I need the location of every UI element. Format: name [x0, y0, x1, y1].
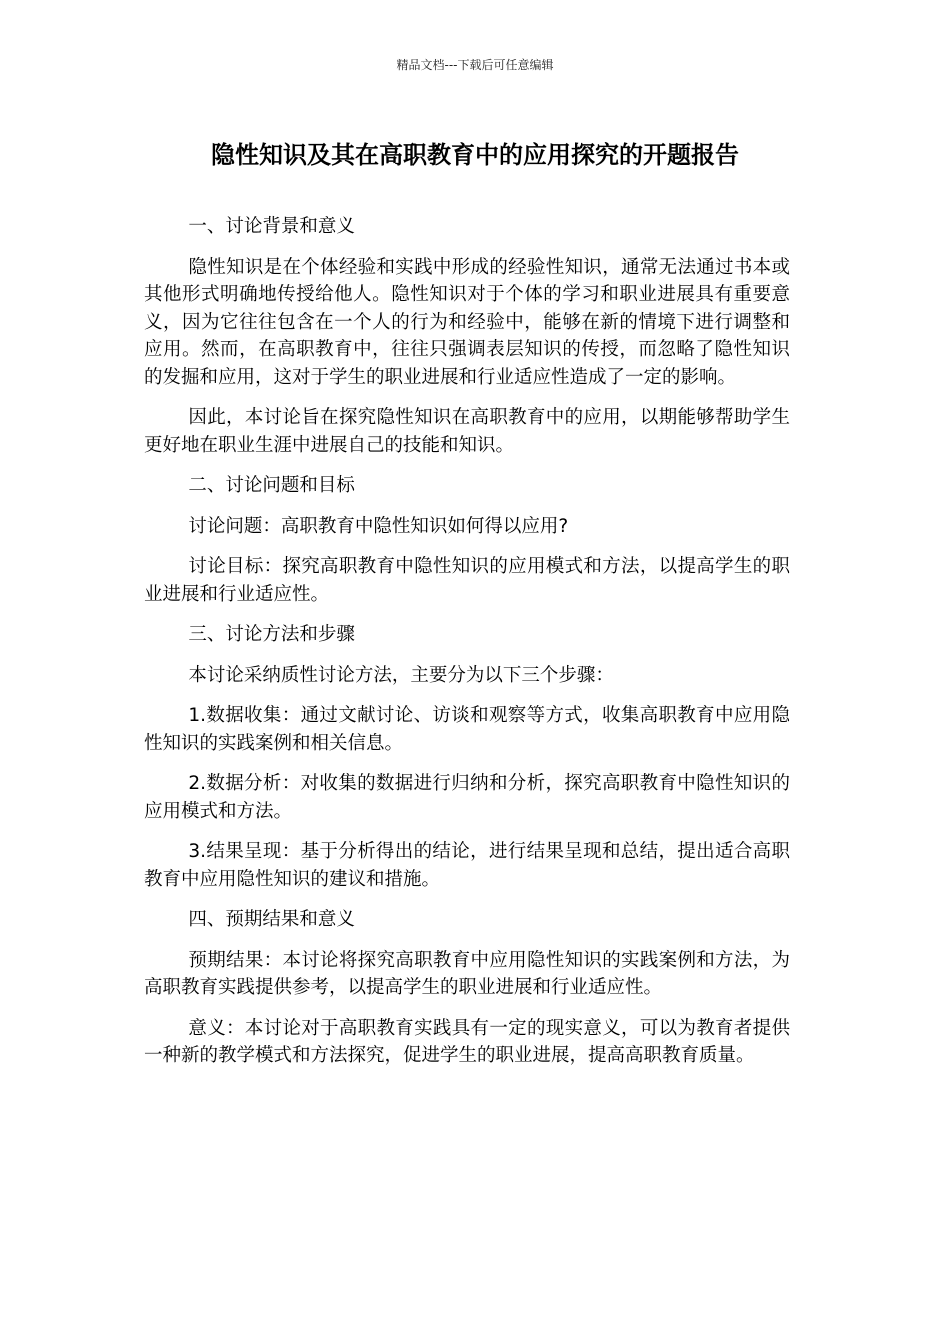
- paragraph-significance: 意义：本讨论对于高职教育实践具有一定的现实意义，可以为教育者提供一种新的教学模式和方法探究，促进学生的职业进展，提高高职教育质量。: [144, 1017, 790, 1066]
- section-heading-methods: 三、讨论方法和步骤: [188, 624, 355, 645]
- section-heading-expected-results: 四、预期结果和意义: [188, 909, 355, 930]
- paragraph-method-intro: 本讨论采纳质性讨论方法，主要分为以下三个步骤：: [188, 664, 614, 686]
- paragraph-research-goal: 讨论目标：探究高职教育中隐性知识的应用模式和方法，以提高学生的职业进展和行业适应性。: [144, 556, 790, 605]
- paragraph-step-data-analysis: 2.数据分析：对收集的数据进行归纳和分析，探究高职教育中隐性知识的应用模式和方法。: [144, 773, 790, 822]
- paragraph-purpose: 因此，本讨论旨在探究隐性知识在高职教育中的应用，以期能够帮助学生更好地在职业生涯中进展自己的技能和知识。: [144, 407, 790, 456]
- paragraph-research-question: 讨论问题：高职教育中隐性知识如何得以应用?: [188, 515, 569, 537]
- paragraph-step-data-collection: 1.数据收集：通过文献讨论、访谈和观察等方式，收集高职教育中应用隐性知识的实践案例和相关信息。: [144, 705, 790, 754]
- paragraph-background: 隐性知识是在个体经验和实践中形成的经验性知识，通常无法通过书本或其他形式明确地传授给他人。隐性知识对于个体的学习和职业进展具有重要意义，因为它往往包含在一个人的行为和经验中，能够在新的情境下进行调整和应用。然而，在高职教育中，往往只强调表层知识的传授，而忽略了隐性知识的发掘和应用，这对于学生的职业进展和行业适应性造成了一定的影响。: [144, 256, 790, 388]
- paragraph-step-results: 3.结果呈现：基于分析得出的结论，进行结果呈现和总结，提出适合高职教育中应用隐性知识的建议和措施。: [144, 841, 790, 890]
- document-body: [144, 213, 790, 1083]
- section-heading-questions: 二、讨论问题和目标: [188, 475, 355, 496]
- document-title: 隐性知识及其在高职教育中的应用探究的开题报告: [211, 141, 739, 169]
- page-header-note: 精品文档---下载后可任意编辑: [396, 58, 554, 72]
- section-heading-background: 一、讨论背景和意义: [188, 216, 355, 237]
- paragraph-expected-results: 预期结果：本讨论将探究高职教育中应用隐性知识的实践案例和方法，为高职教育实践提供参考，以提高学生的职业进展和行业适应性。: [144, 949, 790, 998]
